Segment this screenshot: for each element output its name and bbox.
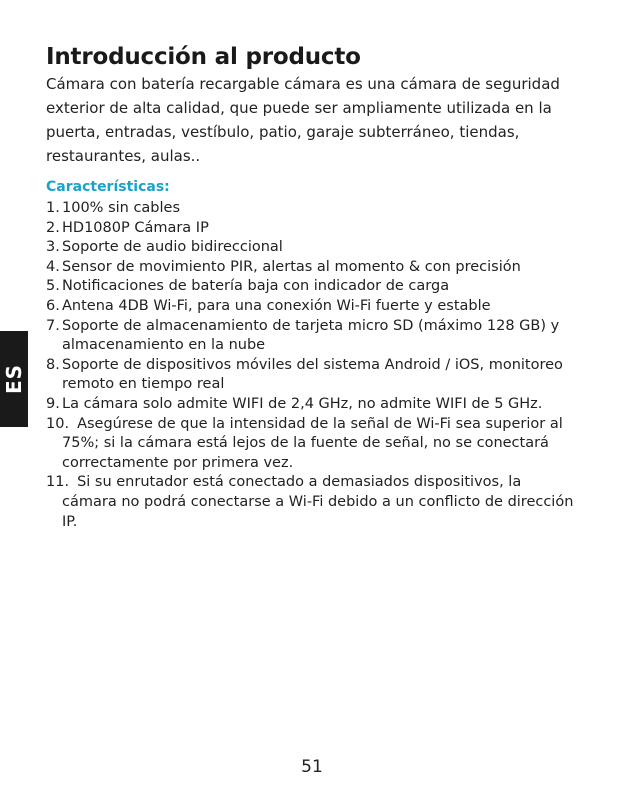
feature-text: Soporte de almacenamiento de tarjeta micro SD (máximo 128 GB) y almacenamiento en la nube: [62, 317, 560, 354]
feature-text: Soporte de dispositivos móviles del sistema Android / iOS, monitoreo remoto en tiempo real: [62, 356, 563, 393]
feature-item: [46, 415, 576, 474]
feature-item: [46, 395, 576, 415]
feature-text: 100% sin cables: [62, 200, 181, 216]
feature-text: HD1080P Cámara IP: [62, 219, 209, 236]
feature-item: [46, 277, 576, 297]
feature-item: [46, 473, 576, 532]
feature-item: [46, 219, 576, 239]
feature-number: 8.: [46, 356, 60, 373]
feature-number: 7.: [46, 317, 60, 334]
feature-number: 11.: [46, 474, 70, 491]
feature-text: La cámara solo admite WIFI de 2,4 GHz, no admite WIFI de 5 GHz.: [62, 395, 543, 412]
features-heading: Características:: [46, 179, 170, 195]
feature-text: Notificaciones de batería baja con indicador de carga: [62, 278, 450, 295]
features-list: [46, 199, 576, 532]
feature-text: Antena 4DB Wi-Fi, para una conexión Wi-Fi fuerte y estable: [62, 297, 491, 314]
feature-item: [46, 356, 576, 395]
feature-item: [46, 258, 576, 278]
feature-number: 1.: [46, 200, 60, 216]
feature-number: 10.: [46, 415, 70, 432]
feature-number: 6.: [46, 297, 60, 314]
feature-text: Sensor de movimiento PIR, alertas al momento & con precisión: [62, 258, 521, 275]
feature-number: 9.: [46, 395, 60, 412]
feature-number: 4.: [46, 258, 60, 275]
feature-number: 3.: [46, 239, 60, 256]
feature-item: [46, 317, 576, 356]
feature-number: 2.: [46, 219, 60, 236]
feature-item: [46, 238, 576, 258]
feature-text: Asegúrese de que la intensidad de la señal de Wi-Fi sea superior al 75%; si la cámara está lejos de la fuente de señal, no se conectará correctamente por primera vez.: [62, 415, 563, 471]
page-number: 51: [301, 757, 323, 777]
feature-item: [46, 199, 576, 219]
language-tab: [0, 331, 28, 427]
feature-item: [46, 297, 576, 317]
feature-text: Soporte de audio bidireccional: [62, 239, 283, 256]
intro-paragraph: Cámara con batería recargable cámara es una cámara de seguridad exterior de alta calidad, que puede ser ampliamente utilizada en la puerta, entradas, vestíbulo, patio, garaje subterráneo, tiendas, restaurantes, aulas..: [46, 75, 560, 165]
page-title: Introducción al producto: [46, 44, 361, 70]
language-code: ES: [2, 363, 27, 395]
feature-number: 5.: [46, 278, 60, 295]
feature-text: Si su enrutador está conectado a demasiados dispositivos, la cámara no podrá conectarse a Wi-Fi debido a un conflicto de dirección IP.: [62, 474, 574, 530]
